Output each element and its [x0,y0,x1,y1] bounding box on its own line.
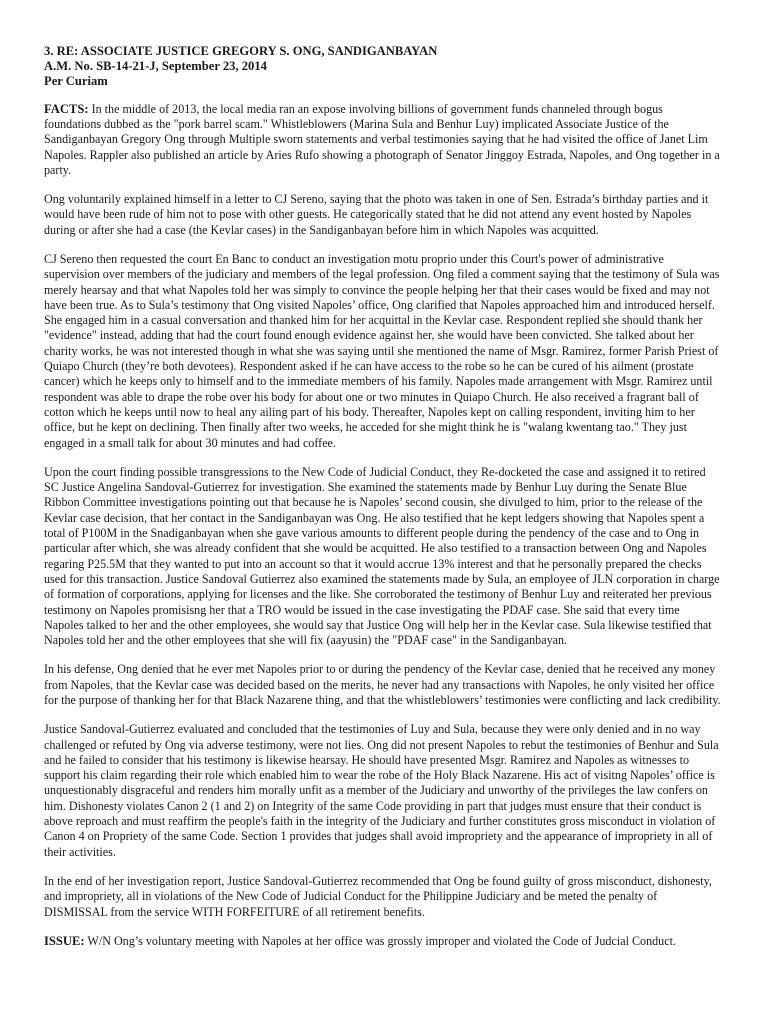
body-paragraph-5: Justice Sandoval-Gutierrez evaluated and concluded that the testimonies of Luy and Sula, because they were only denied and in no way challenged or refuted by Ong via adverse testimony, were not lies. Ong did not present Napoles to rebut the testimonies of Benhur and Sula and he failed to consider that his testimony is likewise hearsay. He should have presented Msgr. Ramirez and Napoles as witnesses to support his claim regarding their role which enabled him to wear the robe of the Holy Black Nazarene. His act of visitng Napoles’ office is unquestionably disgraceful and renders him morally unfit as a member of the Judiciary and unworthy of the privileges the law confers on him. Dishonesty violates Canon 2 (1 and 2) on Integrity of the same Code providing in part that judges must ensure that their conduct is above reproach and must reaffirm the people's faith in the integrity of the Judiciary and further constitutes gross misconduct in violation of Canon 4 on Propriety of the same Code. Section 1 provides that judges shall avoid impropriety and the appearance of impropriety in all of their activities. [44,722,719,859]
body-paragraph-6: In the end of her investigation report, Justice Sandoval-Gutierrez recommended that Ong be found guilty of gross misconduct, dishonesty, and impropriety, all in violations of the New Code of Judicial Conduct for the Philippine Judiciary and be meted the penalty of DISMISSAL from the service WITH FORFEITURE of all retirement benefits. [44,873,712,919]
issue-paragraph [44,934,722,949]
facts-text: In the middle of 2013, the local media ran an expose involving billions of government funds channeled through bogus foundations dubbed as the "pork barrel scam." Whistleblowers (Marina Sula and Benhur Luy) implicated Associate Justice of the Sandiganbayan Gregory Ong through Multiple sworn statements and verbal testimonies saying that he had visited the office of Janet Lim Napoles. Rappler also published an article by Aries Rufo showing a photograph of Senator Jinggoy Estrada, Napoles, and Ong together in a party. [44,101,720,177]
body-paragraph-2: CJ Sereno then requested the court En Banc to conduct an investigation motu proprio under this Court's power of administrative supervision over members of the judiciary and members of the legal profession. Ong filed a comment saying that the testimony of Sula was merely hearsay and that what Napoles told her was simply to convince the people helping her that their cases would be fixed and may not have been true. As to Sula’s testimony that Ong visited Napoles’ office, Ong clarified that Napoles approached him and introduced herself. She engaged him in a casual conversation and thanked him for her acquittal in the Kevlar case. Respondent replied she should thank her "evidence" instead, adding that had the court found enough evidence against her, she would have been convicted. She talked about her charity works, he was not interested though in what she was saying until she mentioned the name of Msgr. Ramirez, former Parish Priest of Quiapo Church (they’re both devotees). Respondent asked if he can have access to the robe so he can be cured of his ailment (prostate cancer) which he keeps only to himself and to the immediate members of his family. Napoles made arrangement with Msgr. Ramirez until respondent was able to drape the robe over his body for about one or two minutes in Quiapo Church. He also received a fragrant ball of cotton which he keeps until now to heal any ailing part of his body. Thereafter, Napoles kept on calling respondent, inviting him to her office, but he kept on declining. Then finally after two weeks, he acceded for she might think he is "walang kwentang tao." They just engaged in a small talk for about 30 minutes and had coffee. [44,251,720,450]
case-title: 3. RE: ASSOCIATE JUSTICE GREGORY S. ONG, SANDIGANBAYAN [44,44,438,58]
issue-text: W/N Ong’s voluntary meeting with Napoles at her office was grossly improper and violated the Code of Judcial Conduct. [84,933,676,948]
issue-label: ISSUE: [44,933,85,948]
body-paragraph-1: Ong voluntarily explained himself in a letter to CJ Sereno, saying that the photo was taken in one of Sen. Estrada’s birthday parties and it would have been rude of him not to pose with other guests. He categorically stated that he did not attend any event hosted by Napoles during or after she had a case (the Kevlar cases) in the Sandiganbayan before him in which Napoles was acquitted. [44,192,709,237]
facts-label: FACTS: [44,101,89,116]
body-paragraph-3: Upon the court finding possible transgressions to the New Code of Judicial Conduct, they Re-docketed the case and assigned it to retired SC Justice Angelina Sandoval-Gutierrez for investigation. She examined the statements made by Benhur Luy during the Senate Blue Ribbon Committee investigations pointing out that because he is Napoles’ second cousin, she divulged to him, prior to the release of the Kevlar case decision, that her contact in the Sandiganbayan was Ong. He also testified that he kept ledgers showing that Napoles spent a total of P100M in the Snadiganbayan when she gave various amounts to different people during the pendency of the case and to Ong in particular after which, she was already confident that she would be acquitted. He also testified to a transaction between Ong and Napoles regaring P25.5M that they wanted to put into an account so that it would accrue 13% interest and that he personally prepared the checks used for this transaction. Justice Sandoval Gutierrez also examined the statements made by Sula, an employee of JLN corporation in charge of formation of corporations, applying for licenses and the like. She corroborated the testimony of Benhur Luy and reiterated her previous testimony on Napoles promisisng her that a TRO would be issued in the case investigating the PDAF case. She said that every time Napoles talked to her and the other employees, she would say that Justice Ong will help her in the Kevlar case. Sula likewise testified that Napoles told her and the other employees that she will fix (aayusin) the "PDAF case" in the Sandiganbayan. [44,464,720,648]
facts-paragraph [44,102,722,178]
case-author: Per Curiam [44,74,108,89]
case-number-date: A.M. No. SB-14-21-J, September 23, 2014 [44,59,267,74]
case-heading [44,44,722,90]
body-paragraph-4: In his defense, Ong denied that he ever met Napoles prior to or during the pendency of the Kevlar case, denied that he received any money from Napoles, that the Kevlar case was decided based on the merits, he never had any transactions with Napoles, he only visited her office for the purpose of thanking her for that Black Nazarene thing, and that the whistleblowers’ testimonies were conflicting and lack credibility. [44,662,721,707]
